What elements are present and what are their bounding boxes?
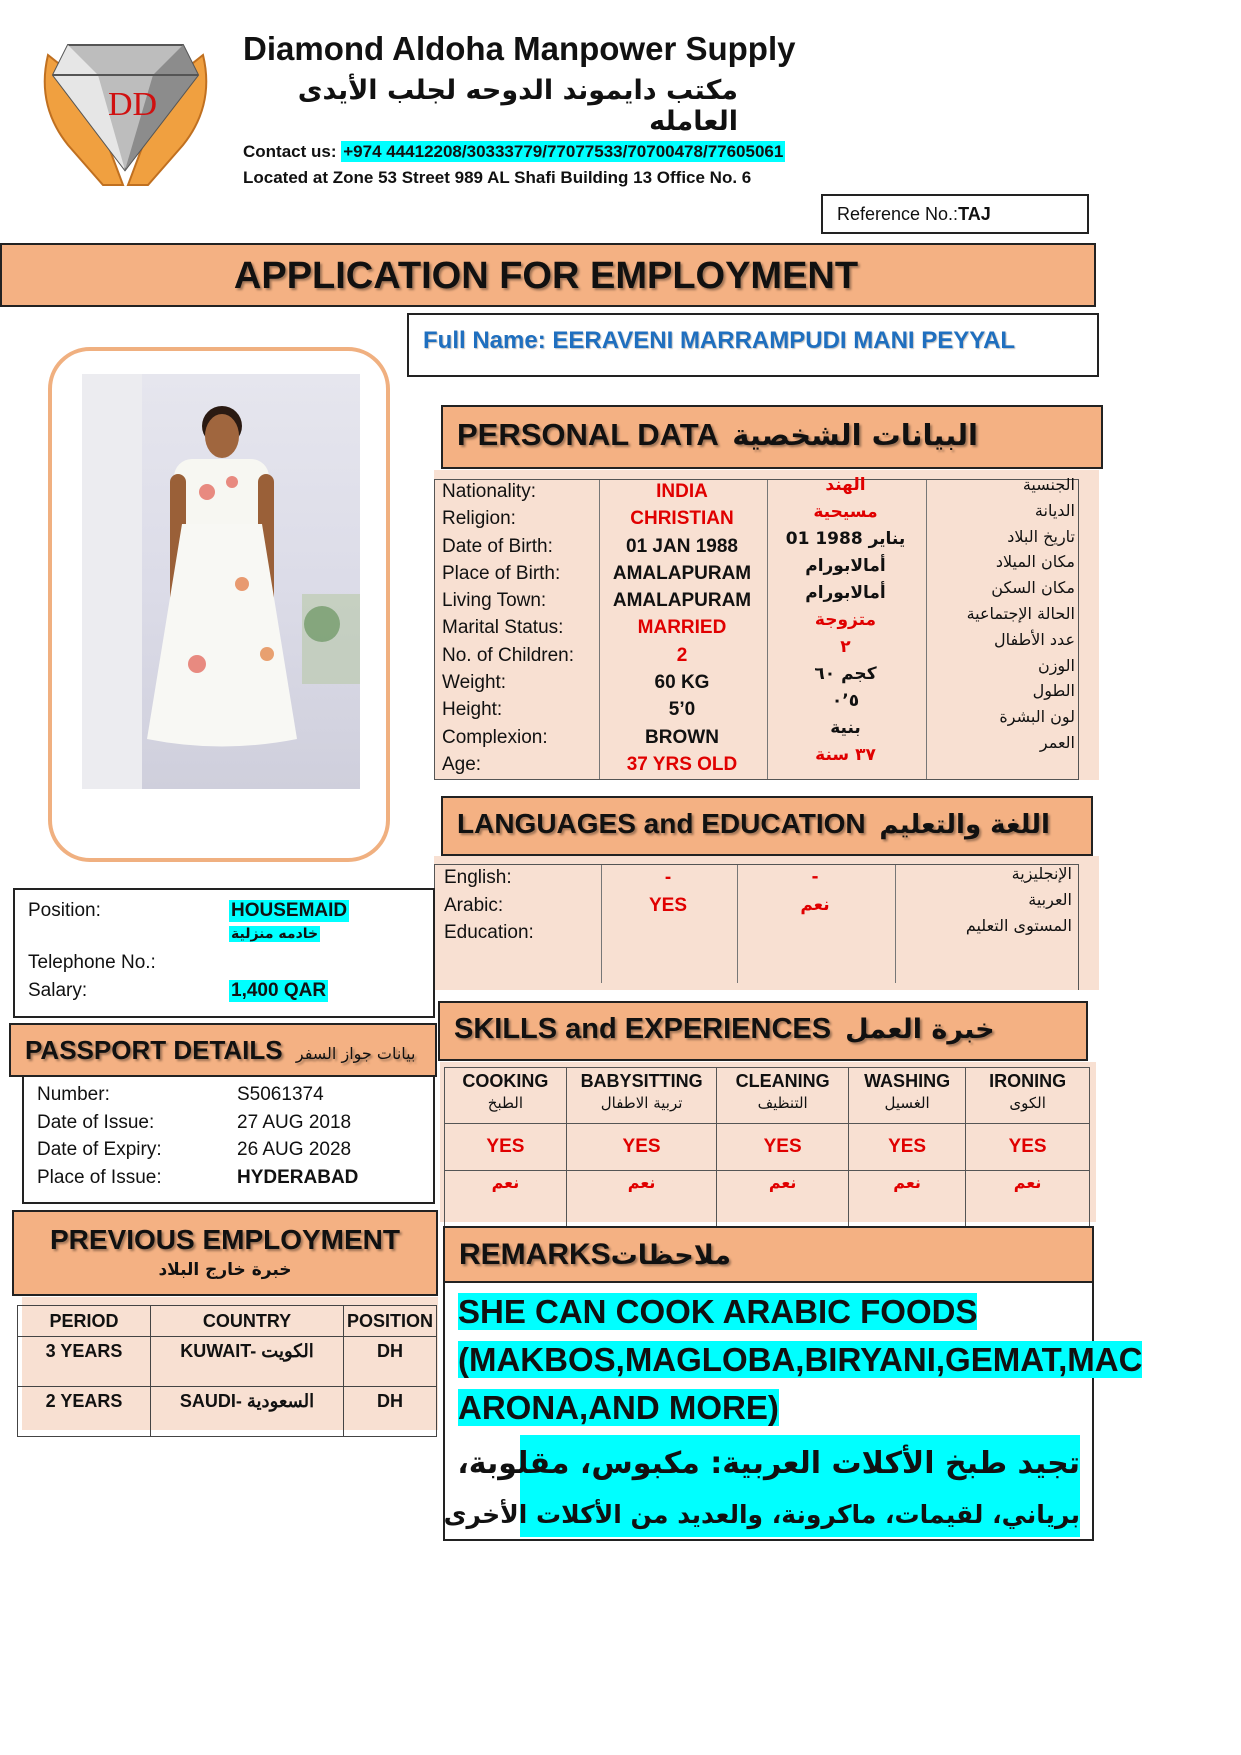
remarks-ar-line1: تجيد طبخ الأكلات العربية: مكبوس، مقلوبة، (520, 1435, 1080, 1493)
salary-value: 1,400 QAR (231, 980, 327, 1001)
personal-label-ar: العمر (1039, 732, 1075, 752)
skill-value-ar: نعم (717, 1171, 849, 1227)
skill-value: YES (566, 1124, 717, 1171)
personal-value: CHRISTIAN (630, 508, 734, 530)
previous-title-ar: خبرة خارج البلاد (158, 1260, 292, 1280)
period-cell: 3 YEARS (18, 1337, 151, 1387)
passport-header (9, 1023, 437, 1077)
language-value-ar (736, 919, 894, 947)
languages-panel (434, 856, 1099, 990)
skill-header-babysitting (566, 1068, 717, 1124)
personal-value-ar: ٥’٠ (831, 691, 860, 711)
position-cell: DH (344, 1337, 437, 1387)
language-value: - (664, 867, 672, 888)
personal-labels-ar-column (929, 472, 1075, 756)
skill-value-ar: نعم (566, 1171, 717, 1227)
language-label: Arabic: (444, 894, 504, 916)
passport-box (22, 1077, 435, 1204)
remarks-en-line2: (MAKBOS,MAGLOBA,BIRYANI,GEMAT,MAC (458, 1341, 1143, 1378)
personal-label: Age: (442, 753, 482, 775)
full-name-box (407, 313, 1099, 377)
contact-phones: +974 44412208/30333779/77077533/70700478/77605061 (343, 142, 784, 161)
language-label-ar: الإنجليزية (1011, 864, 1072, 883)
full-name (423, 327, 1097, 355)
personal-label-ar: الوزن (1037, 655, 1075, 675)
passport-label: Number: (37, 1084, 110, 1105)
personal-value: 37 YRS OLD (626, 753, 738, 775)
personal-values-ar-column (766, 472, 925, 769)
personal-value: 60 KG (654, 672, 710, 694)
application-title-banner (0, 243, 1096, 307)
personal-label-ar: الجنسية (1022, 475, 1075, 494)
skills-title-en: SKILLS and EXPERIENCES (454, 1013, 832, 1045)
personal-label: Marital Status: (442, 617, 564, 639)
skill-value-ar: نعم (848, 1171, 965, 1227)
position-value-ar: خادمه منزلية (231, 926, 319, 942)
skill-value: YES (848, 1124, 965, 1171)
svg-text:DD: DD (108, 86, 158, 123)
skill-header-ironing (966, 1068, 1090, 1124)
previous-title-en: PREVIOUS EMPLOYMENT (49, 1224, 401, 1255)
skill-name-ar: التنظيف (757, 1094, 808, 1112)
reference-box (821, 194, 1089, 234)
personal-value-ar: كجم ٦٠ (814, 664, 877, 684)
language-values-column (600, 864, 736, 947)
skill-value: YES (966, 1124, 1090, 1171)
personal-value-ar: متزوجة (814, 610, 877, 630)
passport-values-column (237, 1081, 358, 1191)
skills-title-ar: خبرة العمل (845, 1014, 995, 1045)
languages-header (441, 796, 1093, 856)
language-value: YES (648, 894, 688, 916)
country-cell: SAUDI- السعودية (151, 1387, 344, 1437)
application-title: APPLICATION FOR EMPLOYMENT (233, 255, 859, 297)
company-logo (28, 35, 223, 190)
full-name-label: Full Name: (423, 327, 546, 354)
personal-value-ar: يناير 1988 01 (785, 529, 906, 549)
header-position: POSITION (344, 1306, 437, 1337)
position-value: HOUSEMAID (231, 900, 348, 921)
personal-label: Religion: (442, 508, 516, 530)
skill-name: BABYSITTING (580, 1071, 703, 1091)
personal-label: Nationality: (442, 481, 536, 502)
diamond-hands-logo-icon (28, 35, 223, 190)
personal-label-ar: الديانة (1034, 500, 1075, 520)
personal-value: MARRIED (637, 617, 727, 639)
skill-header-washing (848, 1068, 965, 1124)
skill-value-ar: نعم (445, 1171, 567, 1227)
language-value-ar: - (811, 867, 819, 887)
personal-value-ar: مسيحية (813, 502, 878, 522)
remarks-en-line1: SHE CAN COOK ARABIC FOODS (458, 1293, 978, 1330)
remarks-header (443, 1226, 1094, 1283)
skill-header-cleaning (717, 1068, 849, 1124)
personal-value: INDIA (656, 481, 708, 502)
previous-employment-table (17, 1305, 437, 1437)
person-photo-icon (82, 374, 360, 789)
remarks-box (443, 1283, 1143, 1541)
language-label-ar: المستوى التعليم (965, 916, 1072, 935)
previous-header-row (18, 1306, 437, 1337)
personal-label: Place of Birth: (442, 562, 561, 584)
previous-row (18, 1387, 437, 1437)
personal-label: Living Town: (442, 590, 547, 612)
personal-data-panel (434, 470, 1099, 780)
passport-value: HYDERABAD (237, 1166, 359, 1188)
passport-label: Place of Issue: (37, 1166, 162, 1188)
personal-value-ar: الهند (825, 475, 866, 495)
remarks-title-en: REMARKS (459, 1238, 611, 1271)
personal-title-en: PERSONAL DATA (457, 417, 718, 452)
language-labels-ar-column (898, 861, 1072, 939)
previous-employment-header (12, 1210, 438, 1296)
header-period: PERIOD (18, 1306, 151, 1337)
skill-name-ar: الكوى (1009, 1094, 1046, 1112)
applicant-photo (82, 374, 360, 789)
skill-name: CLEANING (735, 1071, 830, 1091)
personal-value-ar: ٢ (840, 637, 851, 657)
personal-label-ar: الطول (1032, 681, 1075, 701)
full-name-value: EERAVENI MARRAMPUDI MANI PEYYAL (552, 327, 1016, 354)
company-address: Located at Zone 53 Street 989 AL Shafi Building 13 Office No. 6 (243, 168, 752, 187)
previous-row (18, 1337, 437, 1387)
language-labels-column (444, 864, 534, 947)
personal-value: BROWN (645, 726, 719, 748)
skill-value-ar: نعم (966, 1171, 1090, 1227)
remarks-en-line3: ARONA,AND MORE) (458, 1389, 779, 1426)
skills-header (438, 1001, 1088, 1061)
skill-name: WASHING (864, 1071, 951, 1091)
country-cell: KUWAIT- الكويت (151, 1337, 344, 1387)
photo-frame (48, 347, 390, 862)
remarks-ar-line2: برياني، لقيمات، ماكرونة، والعديد من الأكلات الأخرى (520, 1493, 1080, 1537)
skill-name-ar: الطبخ (487, 1094, 524, 1112)
personal-labels-column (442, 478, 574, 778)
personal-value: 5’0 (668, 699, 696, 721)
passport-label: Date of Expiry: (37, 1139, 162, 1160)
remarks-title-ar: ملاحظات (610, 1240, 731, 1271)
salary-label: Salary: (28, 980, 88, 1001)
company-name-ar: مكتب دايموند الدوحه لجلب الأيدى العامله (297, 75, 738, 137)
personal-label: Date of Birth: (442, 535, 553, 557)
passport-labels-column (37, 1081, 162, 1191)
personal-value: 2 (676, 644, 688, 666)
personal-label: Height: (442, 699, 503, 721)
languages-title-en: LANGUAGES and EDUCATION (457, 808, 866, 839)
personal-value: AMALAPURAM (612, 590, 752, 612)
language-label: English: (444, 867, 512, 888)
contact-line (243, 142, 785, 162)
passport-label: Date of Issue: (37, 1111, 155, 1133)
passport-value: 27 AUG 2018 (237, 1111, 352, 1133)
language-value (600, 919, 736, 947)
skill-name: COOKING (462, 1071, 549, 1091)
company-name-en: Diamond Aldoha Manpower Supply (243, 30, 796, 67)
skill-name-ar: تربية الاطفال (600, 1094, 683, 1112)
personal-value-ar: أمالابورام (805, 583, 886, 603)
personal-value-ar: أمالابورام (805, 556, 886, 576)
personal-label-ar: الحالة الإجتماعية (966, 603, 1075, 623)
skill-name: IRONING (989, 1071, 1067, 1091)
language-label-ar: العربية (1028, 890, 1072, 909)
telephone-label: Telephone No.: (28, 952, 156, 973)
skill-value: YES (717, 1124, 849, 1171)
passport-title-ar: بيانات جواز السفر (295, 1044, 416, 1063)
reference-label: Reference No.: (837, 204, 959, 224)
personal-title-ar: البيانات الشخصية (732, 418, 978, 452)
passport-title-en: PASSPORT DETAILS (25, 1035, 283, 1065)
skill-name-ar: الغسيل (884, 1094, 930, 1112)
reference-value: TAJ (958, 204, 991, 224)
personal-label: Complexion: (442, 726, 548, 748)
personal-label-ar: تاريخ البلاد (1007, 526, 1075, 546)
personal-label: No. of Children: (442, 644, 575, 666)
position-cell: DH (344, 1387, 437, 1437)
language-value-ar: نعم (800, 894, 830, 915)
contact-label: Contact us: (243, 142, 337, 161)
personal-label-ar: عدد الأطفال (993, 629, 1075, 649)
personal-label: Weight: (442, 672, 507, 694)
position-label: Position: (28, 900, 101, 921)
language-values-ar-column (736, 864, 894, 947)
skill-header-cooking (445, 1068, 567, 1124)
skills-table (444, 1067, 1090, 1227)
previous-employment-panel (22, 1297, 438, 1430)
header-country: COUNTRY (151, 1306, 344, 1337)
language-label: Education: (444, 922, 534, 943)
passport-value: S5061374 (237, 1084, 324, 1105)
personal-data-header (441, 405, 1103, 469)
personal-label-ar: مكان الميلاد (995, 552, 1075, 572)
personal-value: AMALAPURAM (612, 562, 752, 584)
personal-values-column (598, 478, 766, 778)
position-box (13, 888, 435, 1018)
personal-value: 01 JAN 1988 (626, 535, 738, 557)
skill-value: YES (445, 1124, 567, 1171)
skills-panel (440, 1062, 1096, 1222)
personal-label-ar: لون البشرة (999, 707, 1075, 727)
period-cell: 2 YEARS (18, 1387, 151, 1437)
languages-title-ar: اللغة والتعليم (879, 810, 1050, 840)
personal-label-ar: مكان السكن (991, 578, 1075, 598)
personal-value-ar: بنية (830, 718, 861, 738)
passport-value: 26 AUG 2028 (237, 1139, 352, 1160)
personal-value-ar: ٣٧ سنة (815, 745, 876, 765)
